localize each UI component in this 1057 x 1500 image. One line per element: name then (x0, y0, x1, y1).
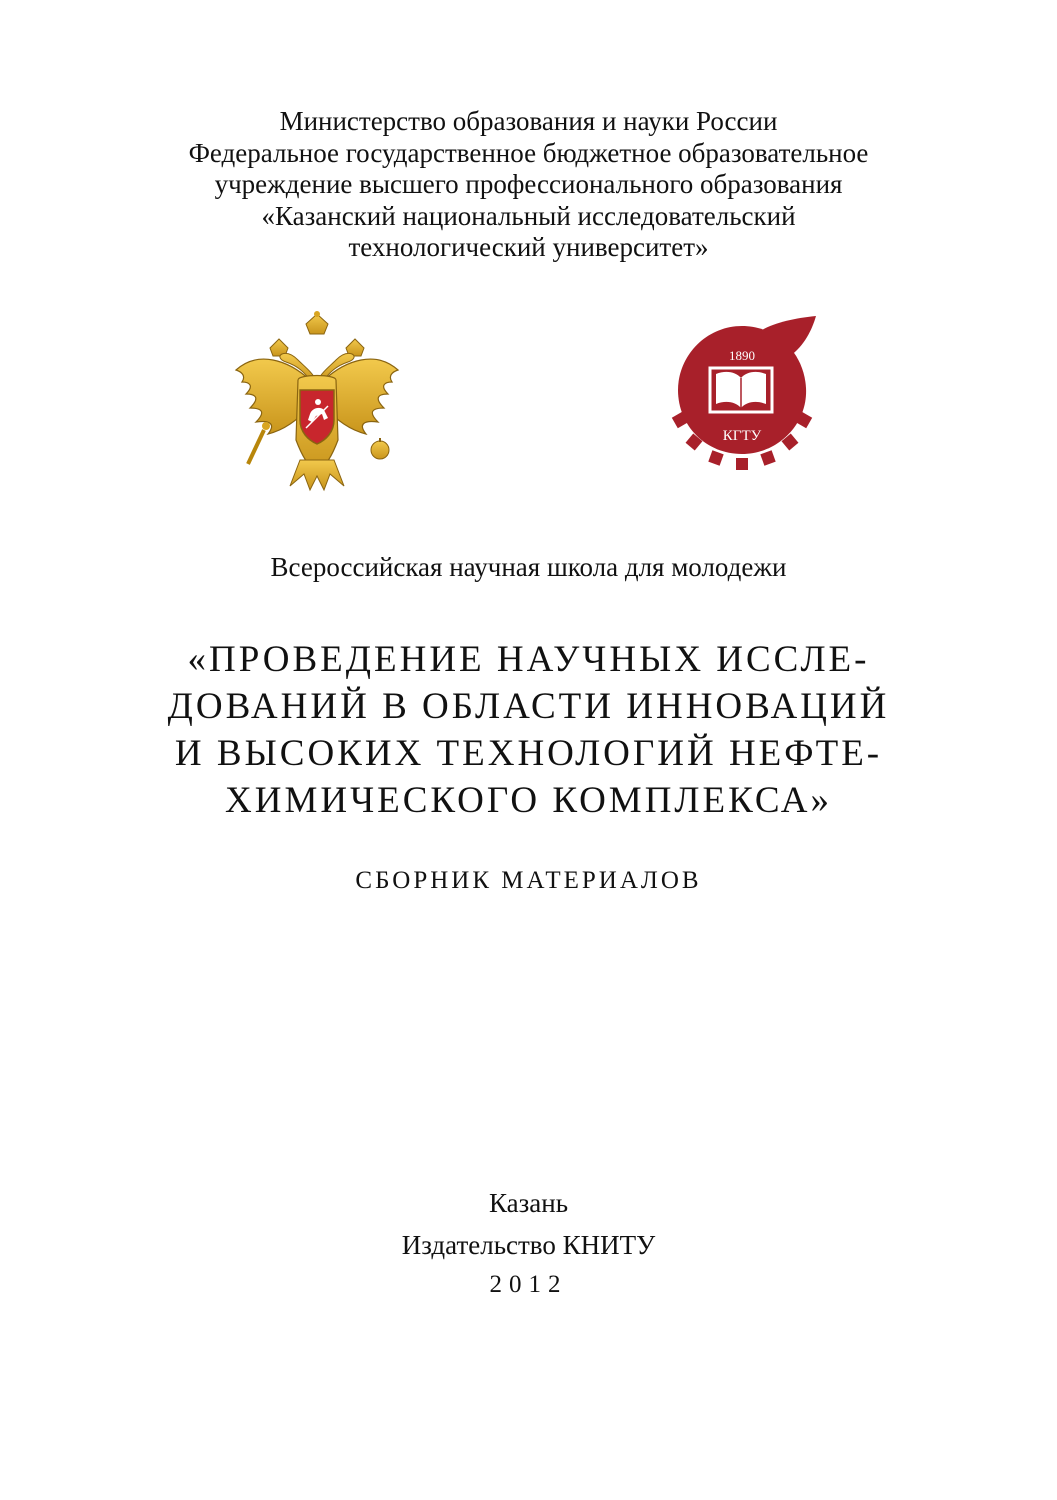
page-title (0, 636, 1057, 824)
title-line: «ПРОВЕДЕНИЕ НАУЧНЫХ ИССЛЕ- (187, 639, 870, 680)
school-name: Всероссийская научная школа для молодежи (270, 552, 787, 582)
logo-text: КГТУ (722, 428, 762, 444)
russian-coat-of-arms-icon (228, 310, 406, 492)
logo-year: 1890 (729, 348, 755, 363)
publication-year: 2012 (489, 1271, 568, 1298)
header-line: Федеральное государственное бюджетное образовательное (188, 137, 869, 168)
page-subtitle: СБОРНИК МАТЕРИАЛОВ (355, 867, 702, 894)
title-line: И ВЫСОКИХ ТЕХНОЛОГИЙ НЕФТЕ- (174, 733, 883, 774)
publisher: Издательство КНИТУ (401, 1230, 656, 1260)
header-line: «Казанский национальный исследовательский (261, 200, 796, 231)
header-line: технологический университет» (348, 232, 709, 262)
institution-header (0, 106, 1057, 264)
header-line: учреждение высшего профессионального образования (214, 169, 843, 199)
publication-city: Казань (488, 1188, 569, 1218)
title-line: ХИМИЧЕСКОГО КОМПЛЕКСА» (225, 780, 832, 821)
title-line: ДОВАНИЙ В ОБЛАСТИ ИННОВАЦИЙ (167, 686, 890, 727)
kgtu-logo-icon (666, 312, 818, 472)
header-line: Министерство образования и науки России (279, 106, 778, 136)
